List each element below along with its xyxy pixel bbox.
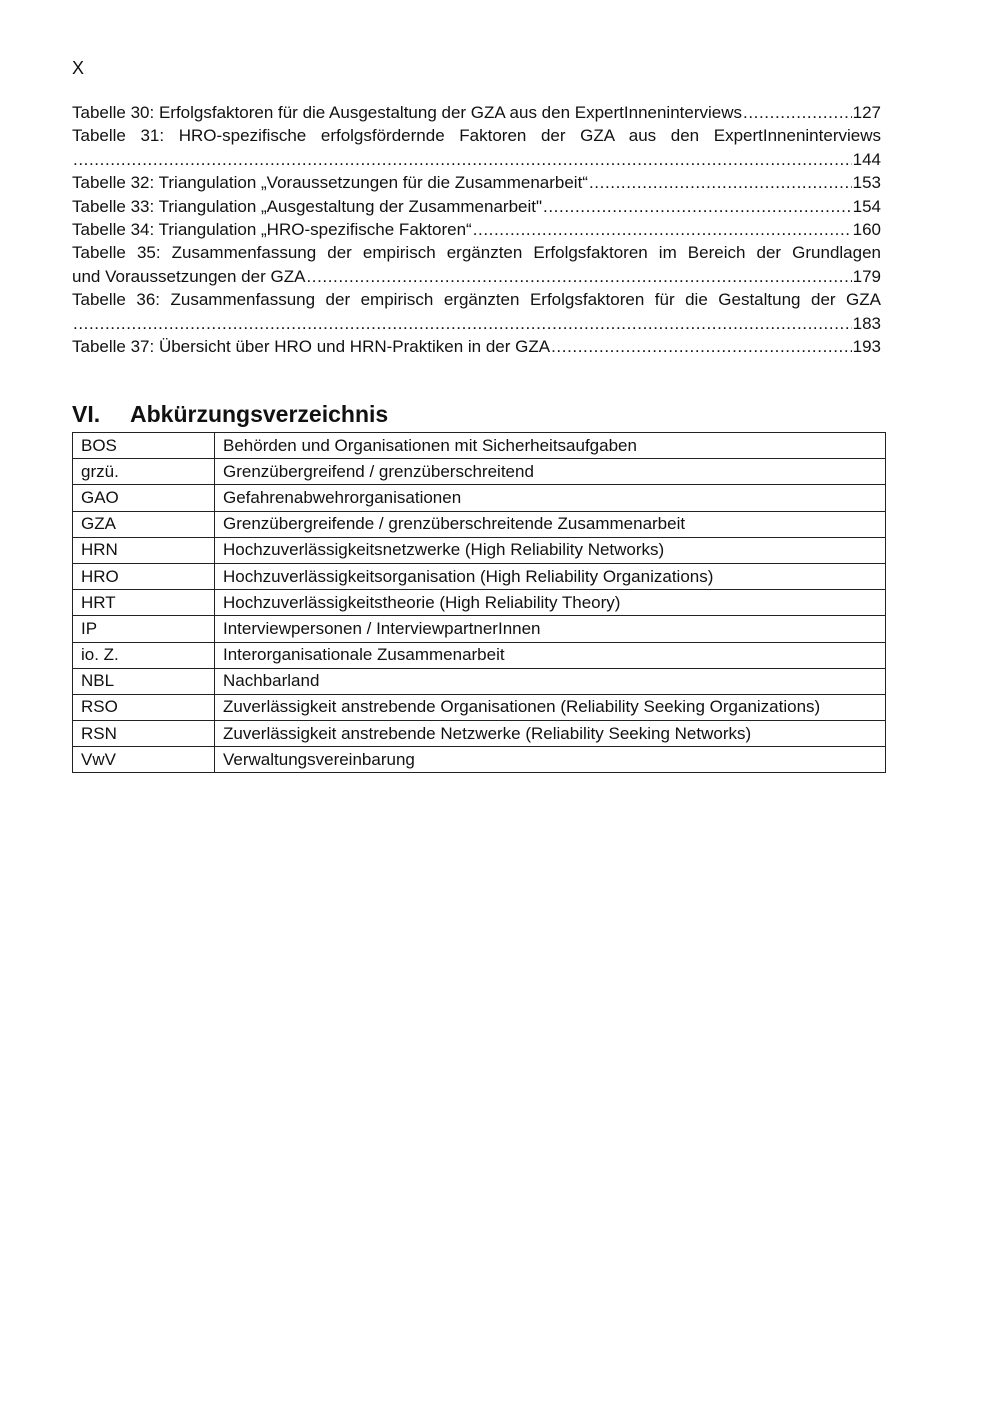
toc-entry-title: Tabelle 36: Zusammenfassung der empirisch ergänzten Erfolgsfaktoren für die Gestaltung der GZA xyxy=(72,290,881,310)
abbreviation-meaning: Hochzuverlässigkeitsorganisation (High Reliability Organizations) xyxy=(215,563,886,589)
toc-page-number: 153 xyxy=(852,173,881,193)
abbreviation: HRN xyxy=(73,537,215,563)
dot-leader xyxy=(743,101,852,124)
abbreviation-meaning: Interviewpersonen / InterviewpartnerInnen xyxy=(215,616,886,642)
toc-entry-title: Tabelle 32: Triangulation „Voraussetzungen für die Zusammenarbeit“ xyxy=(72,173,588,193)
table-row xyxy=(73,590,886,616)
section-title: Abkürzungsverzeichnis xyxy=(130,401,389,427)
dot-leader xyxy=(306,265,851,288)
table-row xyxy=(73,459,886,485)
toc-entry[interactable] xyxy=(72,241,881,288)
toc-entry[interactable] xyxy=(72,218,881,241)
abbreviation-meaning: Interorganisationale Zusammenarbeit xyxy=(215,642,886,668)
abbreviation-meaning: Grenzübergreifend / grenzüberschreitend xyxy=(215,459,886,485)
dot-leader xyxy=(73,148,852,171)
table-row xyxy=(73,747,886,773)
abbreviation-meaning: Grenzübergreifende / grenzüberschreitende Zusammenarbeit xyxy=(215,511,886,537)
abbreviation: HRT xyxy=(73,590,215,616)
toc-entry-title: Tabelle 35: Zusammenfassung der empirisch ergänzten Erfolgsfaktoren im Bereich der Grundlagen xyxy=(72,243,881,263)
toc-entry-title: Tabelle 31: HRO-spezifische erfolgsfördernde Faktoren der GZA aus den ExpertInneninterviews xyxy=(72,126,881,146)
dot-leader xyxy=(473,218,852,241)
abbreviation: RSO xyxy=(73,694,215,720)
list-of-tables xyxy=(72,101,881,358)
abbreviation: GZA xyxy=(73,511,215,537)
section-heading xyxy=(72,401,388,428)
toc-entry[interactable] xyxy=(72,171,881,194)
abbreviation-table xyxy=(72,432,886,773)
abbreviation-meaning: Zuverlässigkeit anstrebende Netzwerke (Reliability Seeking Networks) xyxy=(215,721,886,747)
abbreviation-meaning: Hochzuverlässigkeitstheorie (High Reliability Theory) xyxy=(215,590,886,616)
abbreviation: BOS xyxy=(73,433,215,459)
section-number: VI. xyxy=(72,401,101,427)
toc-entry-title: Tabelle 37: Übersicht über HRO und HRN-Praktiken in der GZA xyxy=(72,337,551,357)
toc-page-number: 127 xyxy=(852,103,881,122)
toc-entry[interactable] xyxy=(72,101,881,124)
table-row xyxy=(73,433,886,459)
toc-entry-title: und Voraussetzungen der GZA xyxy=(72,266,306,286)
abbreviation: NBL xyxy=(73,668,215,694)
table-row xyxy=(73,537,886,563)
abbreviation: grzü. xyxy=(73,459,215,485)
table-row xyxy=(73,721,886,747)
toc-entry-title: Tabelle 34: Triangulation „HRO-spezifische Faktoren“ xyxy=(72,220,472,240)
toc-page-number: 179 xyxy=(852,266,881,286)
table-row xyxy=(73,563,886,589)
toc-entry[interactable] xyxy=(72,195,881,218)
abbreviation: GAO xyxy=(73,485,215,511)
abbreviation-meaning: Behörden und Organisationen mit Sicherheitsaufgaben xyxy=(215,433,886,459)
toc-page-number: 144 xyxy=(852,149,881,169)
dot-leader xyxy=(543,195,852,218)
abbreviation: VwV xyxy=(73,747,215,773)
toc-entry-title: Tabelle 30: Erfolgsfaktoren für die Ausgestaltung der GZA aus den ExpertInneninterviews xyxy=(72,103,743,122)
dot-leader xyxy=(73,312,852,335)
toc-entry[interactable] xyxy=(72,124,881,171)
abbreviation: io. Z. xyxy=(73,642,215,668)
toc-entry[interactable] xyxy=(72,288,881,335)
table-row xyxy=(73,485,886,511)
abbreviation-meaning: Verwaltungsvereinbarung xyxy=(215,747,886,773)
dot-leader xyxy=(551,335,852,358)
abbreviation-meaning: Gefahrenabwehrorganisationen xyxy=(215,485,886,511)
abbreviation: HRO xyxy=(73,563,215,589)
toc-page-number: 193 xyxy=(852,337,881,357)
table-row xyxy=(73,694,886,720)
table-row xyxy=(73,642,886,668)
abbreviation-meaning: Zuverlässigkeit anstrebende Organisationen (Reliability Seeking Organizations) xyxy=(215,694,886,720)
page-number: X xyxy=(72,58,85,78)
toc-page-number: 183 xyxy=(852,313,881,333)
table-row xyxy=(73,511,886,537)
table-row xyxy=(73,616,886,642)
toc-page-number: 154 xyxy=(852,196,881,216)
table-row xyxy=(73,668,886,694)
dot-leader xyxy=(589,171,852,194)
abbreviation: IP xyxy=(73,616,215,642)
toc-page-number: 160 xyxy=(852,220,881,240)
toc-entry-title: Tabelle 33: Triangulation „Ausgestaltung der Zusammenarbeit" xyxy=(72,196,543,216)
abbreviation-meaning: Nachbarland xyxy=(215,668,886,694)
abbreviation: RSN xyxy=(73,721,215,747)
abbreviation-meaning: Hochzuverlässigkeitsnetzwerke (High Reliability Networks) xyxy=(215,537,886,563)
toc-entry[interactable] xyxy=(72,335,881,358)
